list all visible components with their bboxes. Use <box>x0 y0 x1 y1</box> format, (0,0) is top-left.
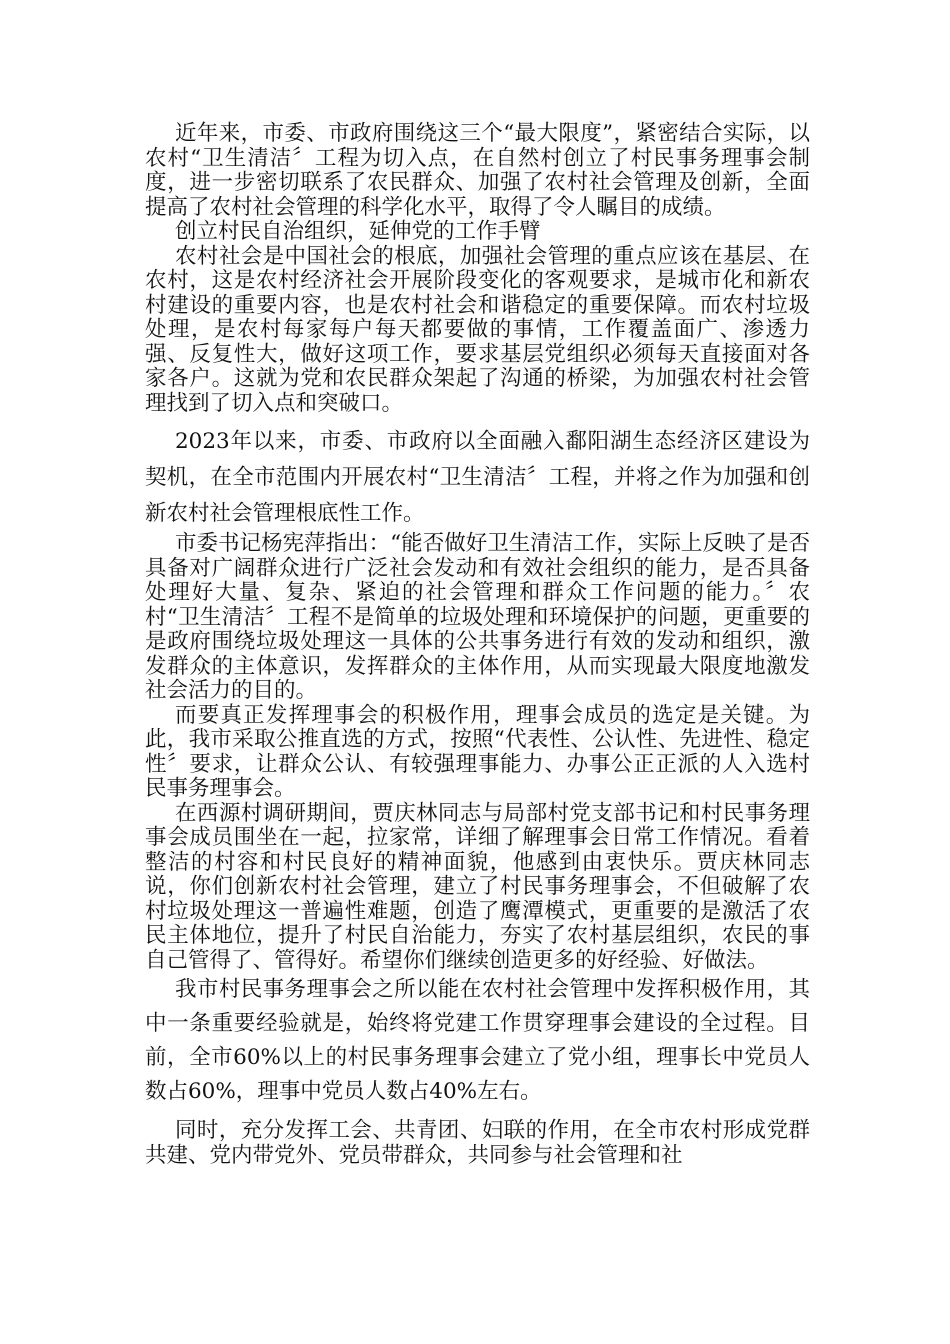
paragraph-mass-organizations: 同时，充分发挥工会、共青团、妇联的作用，在全市农村形成党群共建、党内带党外、党员带群众，共同参与社会管理和社 <box>145 1118 810 1168</box>
document-body <box>145 122 810 1168</box>
paragraph-council-selection: 而要真正发挥理事会的积极作用，理事会成员的选定是关键。为此，我市采取公推直选的方式，按照“代表性、公认性、先进性、稳定性〞要求，让群众公认、有较强理事能力、办事公正正派的人入选村民事务理事会。 <box>145 702 810 801</box>
section-heading: 创立村民自治组织，延伸党的工作手臂 <box>175 219 541 244</box>
paragraph-2023: 2023年以来，市委、市政府以全面融入鄱阳湖生态经济区建设为契机，在全市范围内开展农村“卫生清洁〞工程，并将之作为加强和创新农村社会管理根底性工作。 <box>145 429 810 526</box>
paragraph-rural-society: 农村社会是中国社会的根底，加强社会管理的重点应该在基层、在农村，这是农村经济社会开展阶段变化的客观要求，是城市化和新农村建设的重要内容，也是农村社会和谐稳定的重要保障。而农村垃圾处理，是农村每家每户每天都要做的事情，工作覆盖面广、渗透力强、反复性大，做好这项工作，要求基层党组织必须每天直接面对各家各户。这就为党和农民群众架起了沟通的桥梁，为加强农村社会管理找到了切入点和突破口。 <box>145 243 810 416</box>
paragraph-xiyuan-village: 在西源村调研期间，贾庆林同志与局部村党支部书记和村民事务理事会成员围坐在一起，拉家常，详细了解理事会日常工作情况。看着整洁的村容和村民良好的精神面貌，他感到由衷快乐。贾庆林同志说，你们创新农村社会管理，建立了村民事务理事会，不但破解了农村垃圾处理这一普遍性难题，创造了鹰潭模式，更重要的是激活了农民主体地位，提升了村民自治能力，夯实了农村基层组织，农民的事自己管得了、管得好。希望你们继续创造更多的好经验、好做法。 <box>145 800 810 973</box>
paragraph-intro: 近年来，市委、市政府围绕这三个“最大限度”，紧密结合实际，以农村“卫生清洁〞工程为切入点，在自然村创立了村民事务理事会制度，进一步密切联系了农民群众、加强了农村社会管理及创新，全面提高了农村社会管理的科学化水平，取得了令人瞩目的成绩。 <box>145 121 810 220</box>
paragraph-party-building: 我市村民事务理事会之所以能在农村社会管理中发挥积极作用，其中一条重要经验就是，始终将党建工作贯穿理事会建设的全过程。目前，全市60%以上的村民事务理事会建立了党小组，理事长中党员人数占60%，理事中党员人数占40%左右。 <box>145 977 810 1104</box>
paragraph-secretary-quote: 市委书记杨宪萍指出：“能否做好卫生清洁工作，实际上反映了是否具备对广阔群众进行广泛社会发动和有效社会组织的能力，是否具备处理好大量、复杂、紧迫的社会管理和群众工作问题的能力。〞农村“卫生清洁〞工程不是简单的垃圾处理和环境保护的问题，更重要的是政府围绕垃圾处理这一具体的公共事务进行有效的发动和组织，激发群众的主体意识，发挥群众的主体作用，从而实现最大限度地激发社会活力的目的。 <box>145 531 810 703</box>
